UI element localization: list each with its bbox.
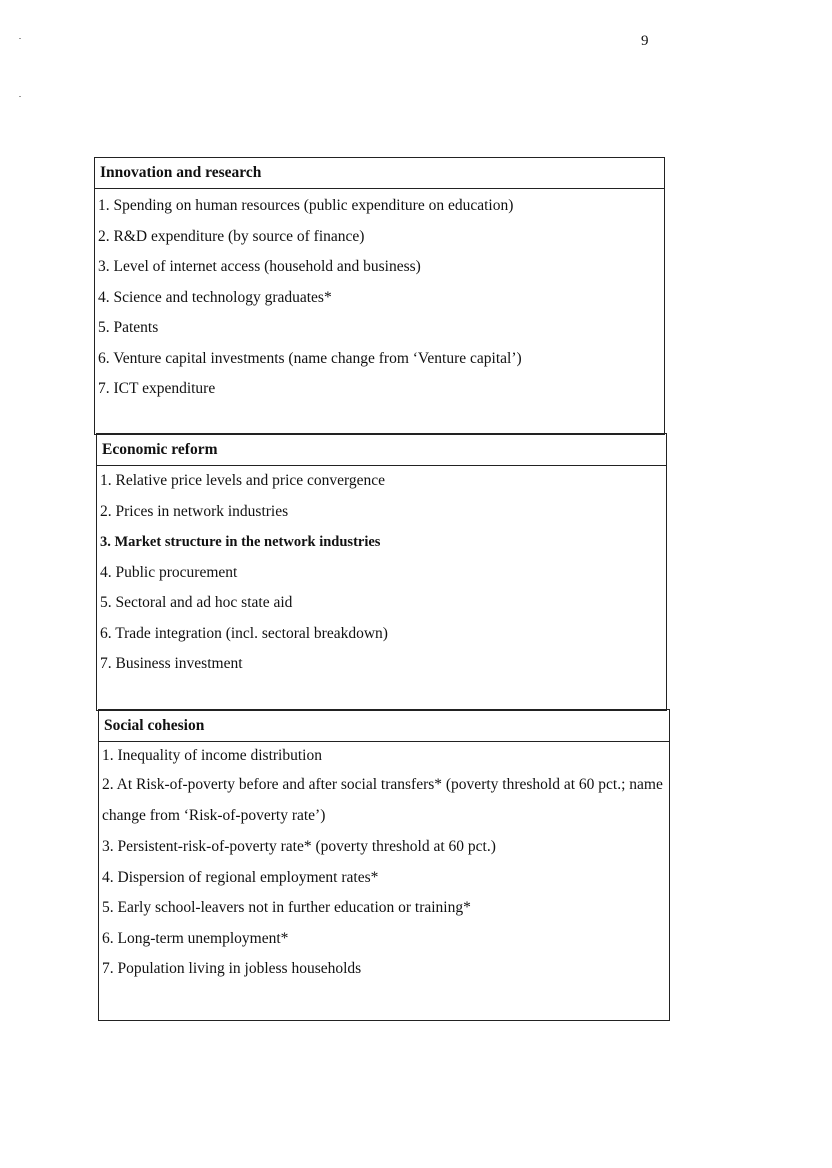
scan-speck [19,96,21,97]
list-item: 1. Inequality of income distribution [102,747,322,764]
list-item: 3. Persistent-risk-of-poverty rate* (poverty threshold at 60 pct.) [102,838,496,855]
list-item: 1. Relative price levels and price convergence [100,472,386,489]
page-number: 9 [641,33,649,49]
section-economic-reform [96,433,667,711]
list-item: 3. Market structure in the network industries [100,534,381,550]
indicator-list [97,466,666,680]
list-item: 6. Trade integration (incl. sectoral breakdown) [100,624,388,642]
list-item: 7. Business investment [100,655,243,672]
list-item: 1. Spending on human resources (public expenditure on education) [98,197,514,214]
scan-speck [19,38,21,39]
list-item: 7. Population living in jobless households [102,960,362,977]
indicator-list [99,742,669,985]
list-item: 2. R&D expenditure (by source of finance) [98,227,365,245]
section-title: Innovation and research [95,158,664,189]
list-item: 5. Patents [98,319,159,336]
list-item: 5. Sectoral and ad hoc state aid [100,594,293,611]
list-item: 7. ICT expenditure [98,380,216,397]
list-item: 6. Venture capital investments (name change from ‘Venture capital’) [98,349,522,367]
list-item: 6. Long-term unemployment* [102,929,289,947]
section-title: Social cohesion [99,710,669,742]
list-item: 3. Level of internet access (household and business) [98,258,421,275]
list-item: 5. Early school-leavers not in further education or training* [102,899,471,916]
list-item: 4. Public procurement [100,563,238,581]
section-innovation-and-research [94,157,665,435]
indicator-list [95,189,664,405]
section-social-cohesion [98,709,670,1021]
list-item: 2. Prices in network industries [100,502,289,520]
list-item: 2. At Risk-of-poverty before and after social transfers* (poverty threshold at 60 pct.; name change from ‘Risk-of-poverty rate’) [102,776,663,824]
section-title: Economic reform [97,434,666,466]
list-item: 4. Science and technology graduates* [98,288,332,306]
list-item: 4. Dispersion of regional employment rates* [102,868,379,886]
